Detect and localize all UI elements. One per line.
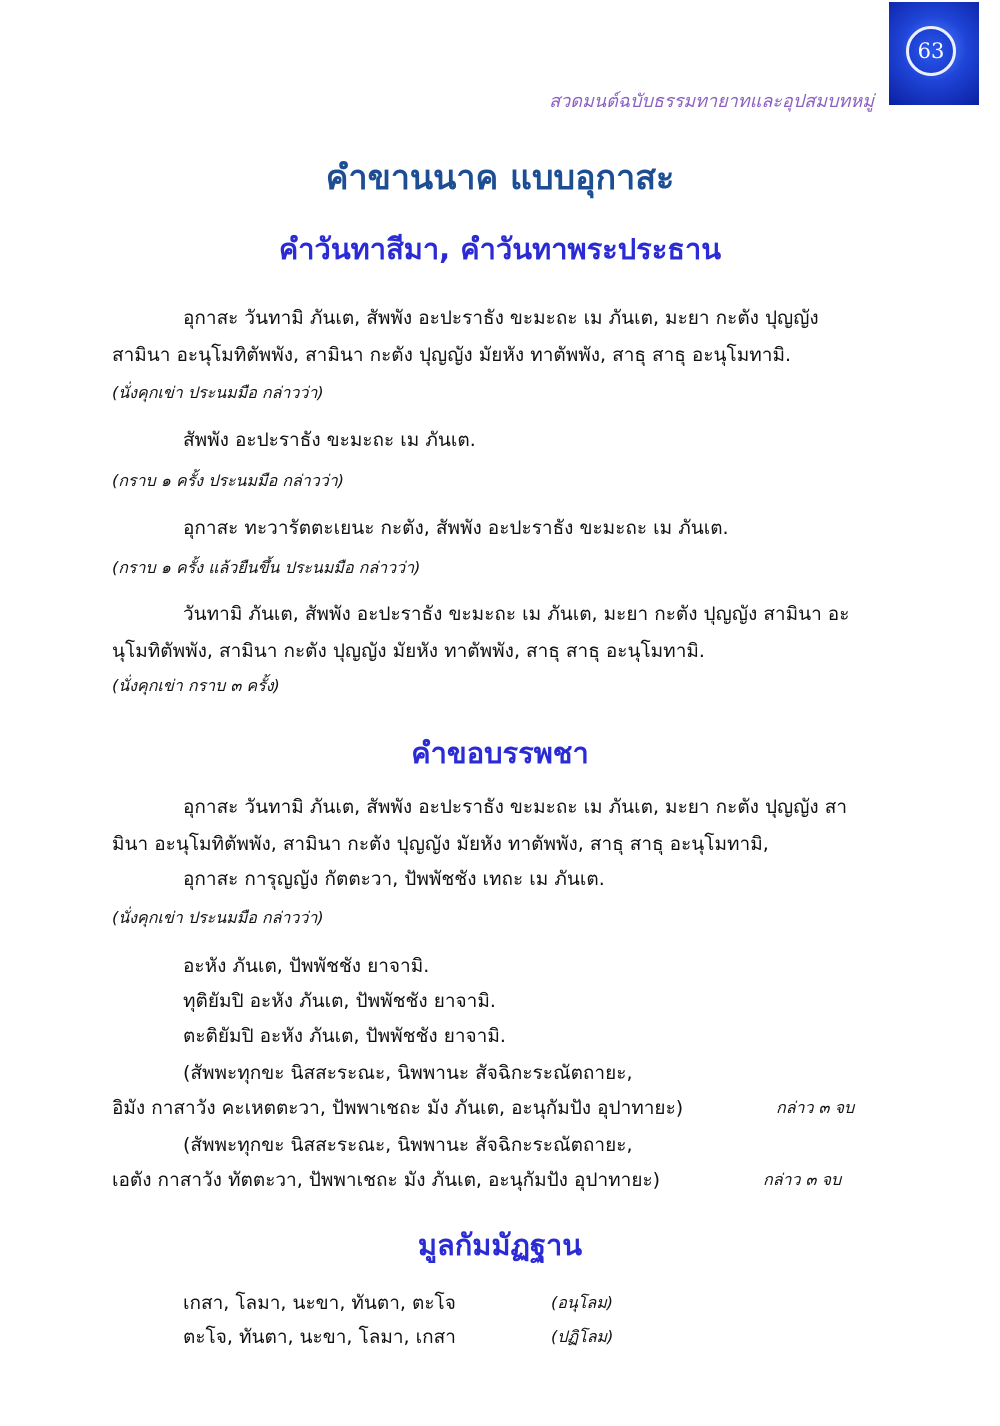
page-number-badge bbox=[889, 2, 979, 105]
verse-line: (สัพพะทุกขะ นิสสะระณะ, นิพพานะ สัจฉิกะระณัตถายะ, bbox=[183, 1062, 633, 1084]
meditation-row: ตะโจ, ทันตา, นะขา, โลมา, เกสา bbox=[183, 1326, 456, 1348]
recite-count-note: กล่าว ๓ จบ bbox=[763, 1170, 842, 1189]
order-note: (ปฏิโลม) bbox=[551, 1327, 614, 1346]
paragraph-line: สัพพัง อะปะราธัง ขะมะถะ เม ภันเต. bbox=[183, 429, 476, 451]
paragraph-line: วันทามิ ภันเต, สัพพัง อะปะราธัง ขะมะถะ เม ภันเต, มะยา กะตัง ปุญญัง สามินา อะ bbox=[183, 603, 850, 625]
paragraph-line: มินา อะนุโมทิตัพพัง, สามินา กะตัง ปุญญัง มัยหัง ทาตัพพัง, สาธุ สาธุ อะนุโมทามิ, bbox=[112, 833, 769, 855]
page-number: 63 bbox=[917, 39, 945, 63]
verse-line: (สัพพะทุกขะ นิสสะระณะ, นิพพานะ สัจฉิกะระณัตถายะ, bbox=[183, 1134, 633, 1156]
recite-count-note: กล่าว ๓ จบ bbox=[776, 1098, 855, 1117]
paragraph-line: อุกาสะ ทะวารัตตะเยนะ กะตัง, สัพพัง อะปะราธัง ขะมะถะ เม ภันเต. bbox=[183, 517, 729, 539]
paragraph-line: อุกาสะ วันทามิ ภันเต, สัพพัง อะปะราธัง ขะมะถะ เม ภันเต, มะยา กะตัง ปุญญัง สา bbox=[183, 796, 848, 818]
instruction-note: (นั่งคุกเข่า ประนมมือ กล่าวว่า) bbox=[112, 383, 324, 402]
verse-line: เอตัง กาสาวัง ทัตตะวา, ปัพพาเชถะ มัง ภันเต, อะนุกัมปัง อุปาทายะ) bbox=[112, 1169, 661, 1191]
section-title: คำขอบรรพชา bbox=[411, 736, 589, 770]
instruction-note: (กราบ ๑ ครั้ง ประนมมือ กล่าวว่า) bbox=[112, 471, 344, 490]
instruction-note: (นั่งคุกเข่า กราบ ๓ ครั้ง) bbox=[112, 676, 280, 695]
verse-line: ตะติยัมปิ อะหัง ภันเต, ปัพพัชชัง ยาจามิ. bbox=[183, 1025, 506, 1047]
page-subtitle: คำวันทาสีมา, คำวันทาพระประธาน bbox=[278, 232, 722, 266]
verse-line: อะหัง ภันเต, ปัพพัชชัง ยาจามิ. bbox=[183, 955, 430, 977]
running-title: สวดมนต์ฉบับธรรมทายาทและอุปสมบทหมู่ bbox=[549, 91, 874, 112]
verse-line: อิมัง กาสาวัง คะเหตตะวา, ปัพพาเชถะ มัง ภันเต, อะนุกัมปัง อุปาทายะ) bbox=[112, 1097, 684, 1119]
order-note: (อนุโลม) bbox=[551, 1293, 613, 1312]
paragraph-line: อุกาสะ การุญญัง กัตตะวา, ปัพพัชชัง เทถะ เม ภันเต. bbox=[183, 868, 605, 890]
paragraph-line: สามินา อะนุโมทิตัพพัง, สามินา กะตัง ปุญญัง มัยหัง ทาตัพพัง, สาธุ สาธุ อะนุโมทามิ. bbox=[112, 344, 792, 366]
paragraph-line: นุโมทิตัพพัง, สามินา กะตัง ปุญญัง มัยหัง ทาตัพพัง, สาธุ สาธุ อะนุโมทามิ. bbox=[112, 640, 705, 662]
meditation-row: เกสา, โลมา, นะขา, ทันตา, ตะโจ bbox=[183, 1292, 456, 1314]
section-title: มูลกัมมัฏฐาน bbox=[417, 1228, 583, 1262]
instruction-note: (นั่งคุกเข่า ประนมมือ กล่าวว่า) bbox=[112, 908, 324, 927]
paragraph-line: อุกาสะ วันทามิ ภันเต, สัพพัง อะปะราธัง ขะมะถะ เม ภันเต, มะยา กะตัง ปุญญัง bbox=[183, 307, 819, 329]
verse-line: ทุติยัมปิ อะหัง ภันเต, ปัพพัชชัง ยาจามิ. bbox=[183, 990, 496, 1012]
instruction-note: (กราบ ๑ ครั้ง แล้วยืนขึ้น ประนมมือ กล่าวว่า) bbox=[112, 558, 421, 577]
page-title: คำขานนาค แบบอุกาสะ bbox=[325, 158, 675, 198]
